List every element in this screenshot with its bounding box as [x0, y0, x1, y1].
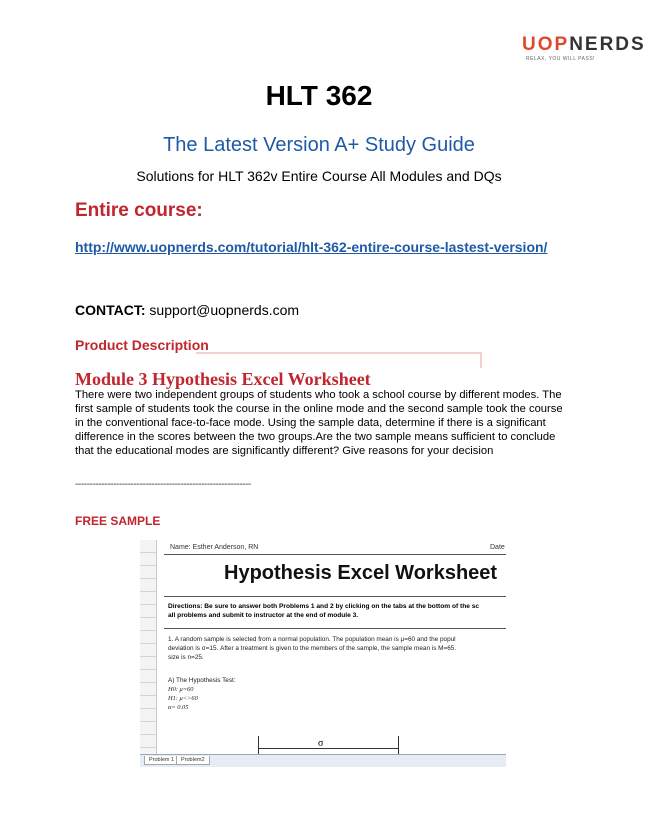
separator-line [164, 554, 506, 555]
logo-tagline: RELAX, YOU WILL PASS! [526, 56, 596, 62]
page-subtitle-2: Solutions for HLT 362v Entire Course All Modules and DQs [136, 168, 502, 184]
sigma-bracket-left [258, 736, 259, 754]
worksheet-screenshot [140, 540, 506, 766]
worksheet-name: Name: Esther Anderson, RN [170, 544, 259, 551]
module-description: There were two independent groups of students who took a school course by different modes. The first sample of students took the course in the online mode and the second sample took the course in the conventional face-to-face mode. Using the sample data, determine if there is a significant difference in the scores between the two groups.Are the two sample means sufficient to conclude that the educational modes are significantly different? Give reasons for your decision [75, 389, 563, 457]
separator-line [164, 628, 506, 629]
entire-course-link[interactable]: http://www.uopnerds.com/tutorial/hlt-362-entire-course-lastest-version/ [75, 239, 548, 255]
tab-problem-2[interactable]: Problem2 [176, 756, 210, 765]
logo-wordmark: UOPNERDS [522, 34, 646, 55]
worksheet-directions: Directions: Be sure to answer both Problems 1 and 2 by clicking on the tabs at the bottom of the sc all problems and submit to instructor at the end of module 3. [168, 603, 480, 619]
row-headers [140, 540, 157, 754]
tab-problem-1[interactable]: Problem 1 [144, 756, 179, 765]
page-subtitle: The Latest Version A+ Study Guide [163, 134, 475, 156]
sigma-bracket-right [398, 736, 399, 754]
separator-line [164, 596, 506, 597]
contact-line [75, 302, 299, 318]
worksheet-title: Hypothesis Excel Worksheet [224, 562, 498, 584]
contact-email[interactable]: support@uopnerds.com [149, 302, 300, 318]
contact-label: CONTACT: [75, 302, 146, 318]
divider-line: ------------------------------------------------------------ [75, 479, 251, 490]
hypothesis-test: A) The Hypothesis Test: H0: μ=60 H1: μ<>60 α= 0.05 [168, 677, 236, 711]
uopnerds-logo [522, 34, 646, 68]
sigma-arrow-line [258, 748, 398, 749]
sheet-tab-bar [140, 754, 506, 767]
decorative-frame [196, 352, 482, 368]
free-sample-heading: FREE SAMPLE [75, 514, 161, 528]
entire-course-heading: Entire course: [75, 200, 203, 221]
product-description-heading: Product Description [75, 337, 209, 353]
module-title: Module 3 Hypothesis Excel Worksheet [75, 369, 371, 389]
sigma-symbol: σ [318, 738, 324, 749]
problem-1-text: 1. A random sample is selected from a normal population. The population mean is μ=60 and the popul deviation is σ=15. After a treatment is given to the members of the sample, the sample mean is M=65. size is n=25. [168, 636, 457, 661]
worksheet-date: Date [490, 544, 505, 551]
page-title: HLT 362 [265, 80, 373, 111]
